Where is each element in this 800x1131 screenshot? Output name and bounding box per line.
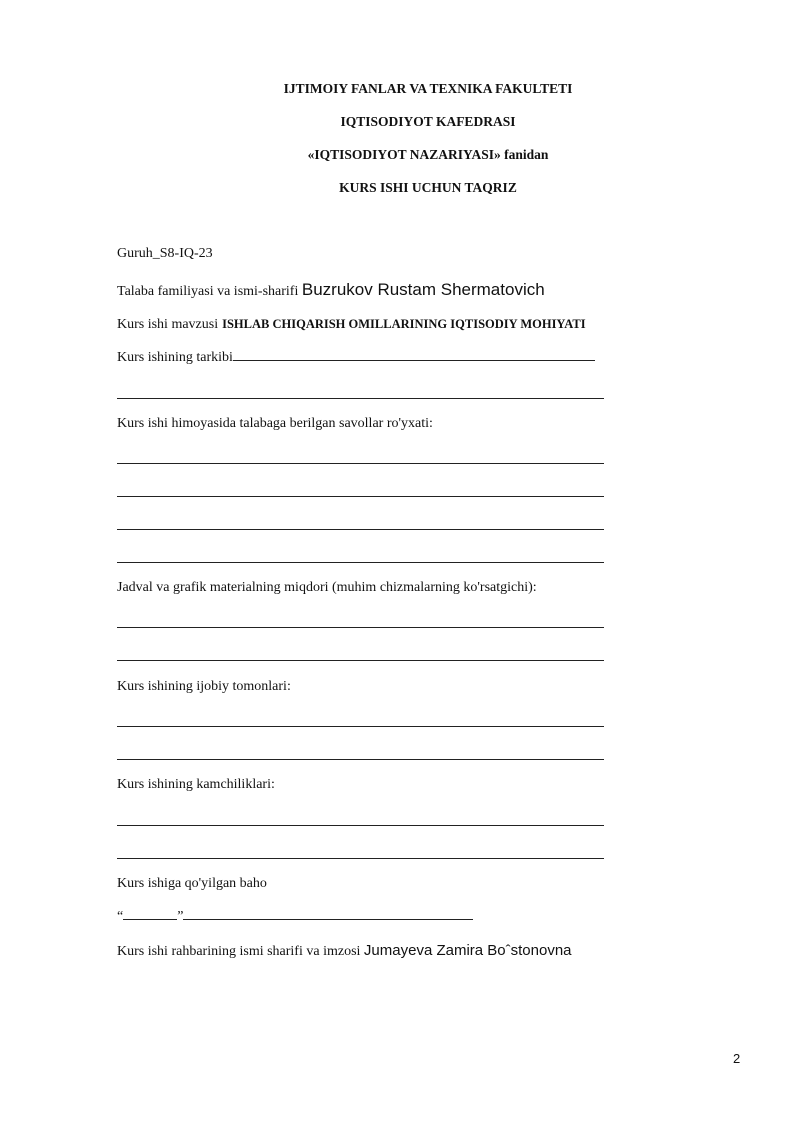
positives-label: Kurs ishining ijobiy tomonlari:: [117, 679, 291, 694]
questions-blank-line: [117, 463, 604, 464]
document-title: KURS ISHI UCHUN TAQRIZ: [339, 180, 517, 195]
student-name: Buzrukov Rustam Shermatovich: [301, 280, 545, 299]
positives-blank-line: [117, 759, 604, 760]
subject-heading: «IQTISODIYOT NAZARIYASI» fanidan: [307, 147, 549, 162]
department-heading: IQTISODIYOT KAFEDRASI: [340, 114, 516, 129]
topic-line: [117, 317, 586, 333]
structure-label: Kurs ishining tarkibi: [117, 350, 233, 365]
supervisor-label: Kurs ishi rahbarining ismi sharifi va imzosi: [117, 944, 361, 959]
supervisor-line: [117, 942, 572, 960]
grade-label: Kurs ishiga qo'yilgan baho: [117, 876, 267, 891]
grade-open-quote: “: [117, 909, 124, 924]
faculty-heading: IJTIMOIY FANLAR VA TEXNIKA FAKULTETI: [283, 81, 573, 96]
materials-label: Jadval va grafik materialning miqdori (muhim chizmalarning ko'rsatgichi):: [117, 580, 537, 595]
student-label: Talaba familiyasi va ismi-sharifi: [117, 284, 299, 299]
page-number: 2: [733, 1051, 741, 1066]
grade-close-quote: ”: [177, 909, 184, 924]
materials-blank-line: [117, 660, 604, 661]
grade-word-blank: [183, 919, 473, 920]
questions-blank-line: [117, 529, 604, 530]
student-line: [117, 280, 545, 300]
structure-line: [117, 350, 595, 366]
structure-blank-line: [117, 398, 604, 399]
questions-blank-line: [117, 496, 604, 497]
structure-blank: [233, 360, 595, 361]
shortcomings-label: Kurs ishining kamchiliklari:: [117, 777, 275, 792]
materials-blank-line: [117, 627, 604, 628]
questions-blank-line: [117, 562, 604, 563]
grade-score-blank: [123, 919, 177, 920]
group-line: Guruh_S8-IQ-23: [117, 246, 213, 261]
topic-label: Kurs ishi mavzusi: [117, 317, 219, 332]
supervisor-name: Jumayeva Zamira Boˆstonovna: [363, 942, 572, 959]
topic-value: ISHLAB CHIQARISH OMILLARINING IQTISODIY MOHIYATI: [222, 317, 586, 331]
shortcomings-blank-line: [117, 858, 604, 859]
shortcomings-blank-line: [117, 825, 604, 826]
questions-label: Kurs ishi himoyasida talabaga berilgan savollar ro'yxati:: [117, 416, 433, 431]
positives-blank-line: [117, 726, 604, 727]
grade-line: [117, 909, 473, 925]
